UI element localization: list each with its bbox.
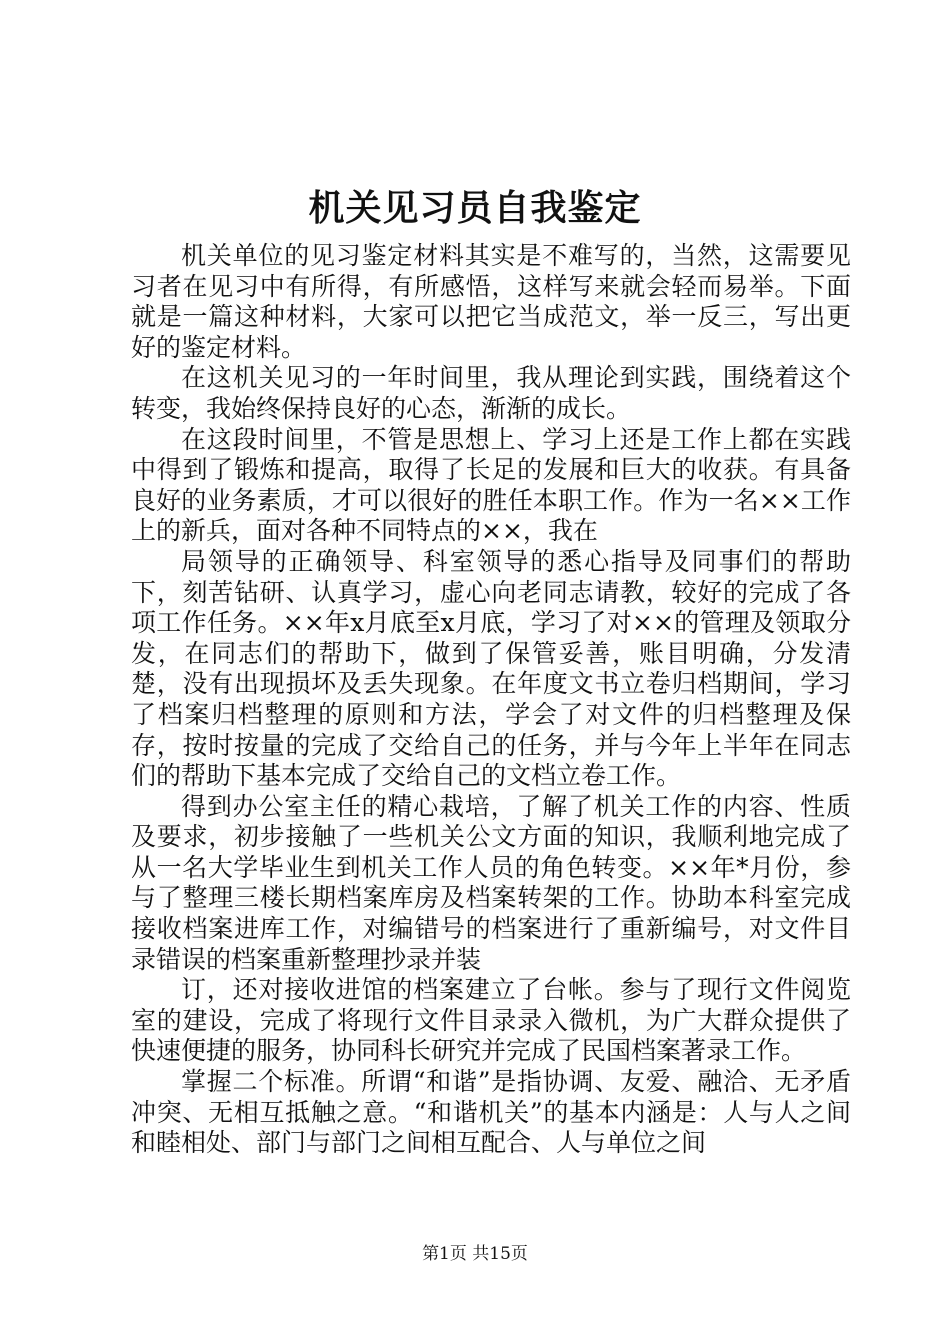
paragraph-7: 掌握二个标准。所谓“和谐”是指协调、友爱、融洽、无矛盾冲突、无相互抵触之意。“和谐机关”的基本内涵是：人与人之间和睦相处、部门与部门之间相互配合、人与单位之间 bbox=[131, 1067, 851, 1158]
page-total: 共15页 bbox=[472, 1244, 528, 1264]
paragraph-4: 局领导的正确领导、科室领导的悉心指导及同事们的帮助下，刻苦钻研、认真学习，虚心向老同志请教，较好的完成了各项工作任务。××年x月底至x月底，学习了对××的管理及领取分发，在同志们的帮助下，做到了保管妥善，账目明确，分发清楚，没有出现损坏及丢失现象。在年度文书立卷归档期间，学习了档案归档整理的原则和方法，学会了对文件的归档整理及保存，按时按量的完成了交给自己的任务，并与今年上半年在同志们的帮助下基本完成了交给自己的文档立卷工作。 bbox=[131, 546, 851, 791]
paragraph-6: 订，还对接收进馆的档案建立了台帐。参与了现行文件阅览室的建设，完成了将现行文件目录录入微机，为广大群众提供了快速便捷的服务，协同科长研究并完成了民国档案著录工作。 bbox=[131, 975, 851, 1066]
document-body bbox=[131, 241, 851, 1159]
page-footer bbox=[0, 1243, 950, 1265]
paragraph-5: 得到办公室主任的精心栽培，了解了机关工作的内容、性质及要求，初步接触了一些机关公文方面的知识，我顺利地完成了从一名大学毕业生到机关工作人员的角色转变。××年*月份，参与了整理三楼长期档案库房及档案转架的工作。协助本科室完成接收档案进库工作，对编错号的档案进行了重新编号，对文件目录错误的档案重新整理抄录并装 bbox=[131, 791, 851, 974]
paragraph-1: 机关单位的见习鉴定材料其实是不难写的，当然，这需要见习者在见习中有所得，有所感悟，这样写来就会轻而易举。下面就是一篇这种材料，大家可以把它当成范文，举一反三，写出更好的鉴定材料。 bbox=[131, 241, 851, 362]
paragraph-3: 在这段时间里，不管是思想上、学习上还是工作上都在实践中得到了锻炼和提高，取得了长足的发展和巨大的收获。有具备良好的业务素质，才可以很好的胜任本职工作。作为一名××工作上的新兵，面对各种不同特点的××，我在 bbox=[131, 424, 851, 546]
document-title: 机关见习员自我鉴定 bbox=[308, 187, 642, 229]
paragraph-2: 在这机关见习的一年时间里，我从理论到实践，围绕着这个转变，我始终保持良好的心态，渐渐的成长。 bbox=[131, 363, 851, 423]
page-number: 第1页 bbox=[422, 1244, 467, 1264]
